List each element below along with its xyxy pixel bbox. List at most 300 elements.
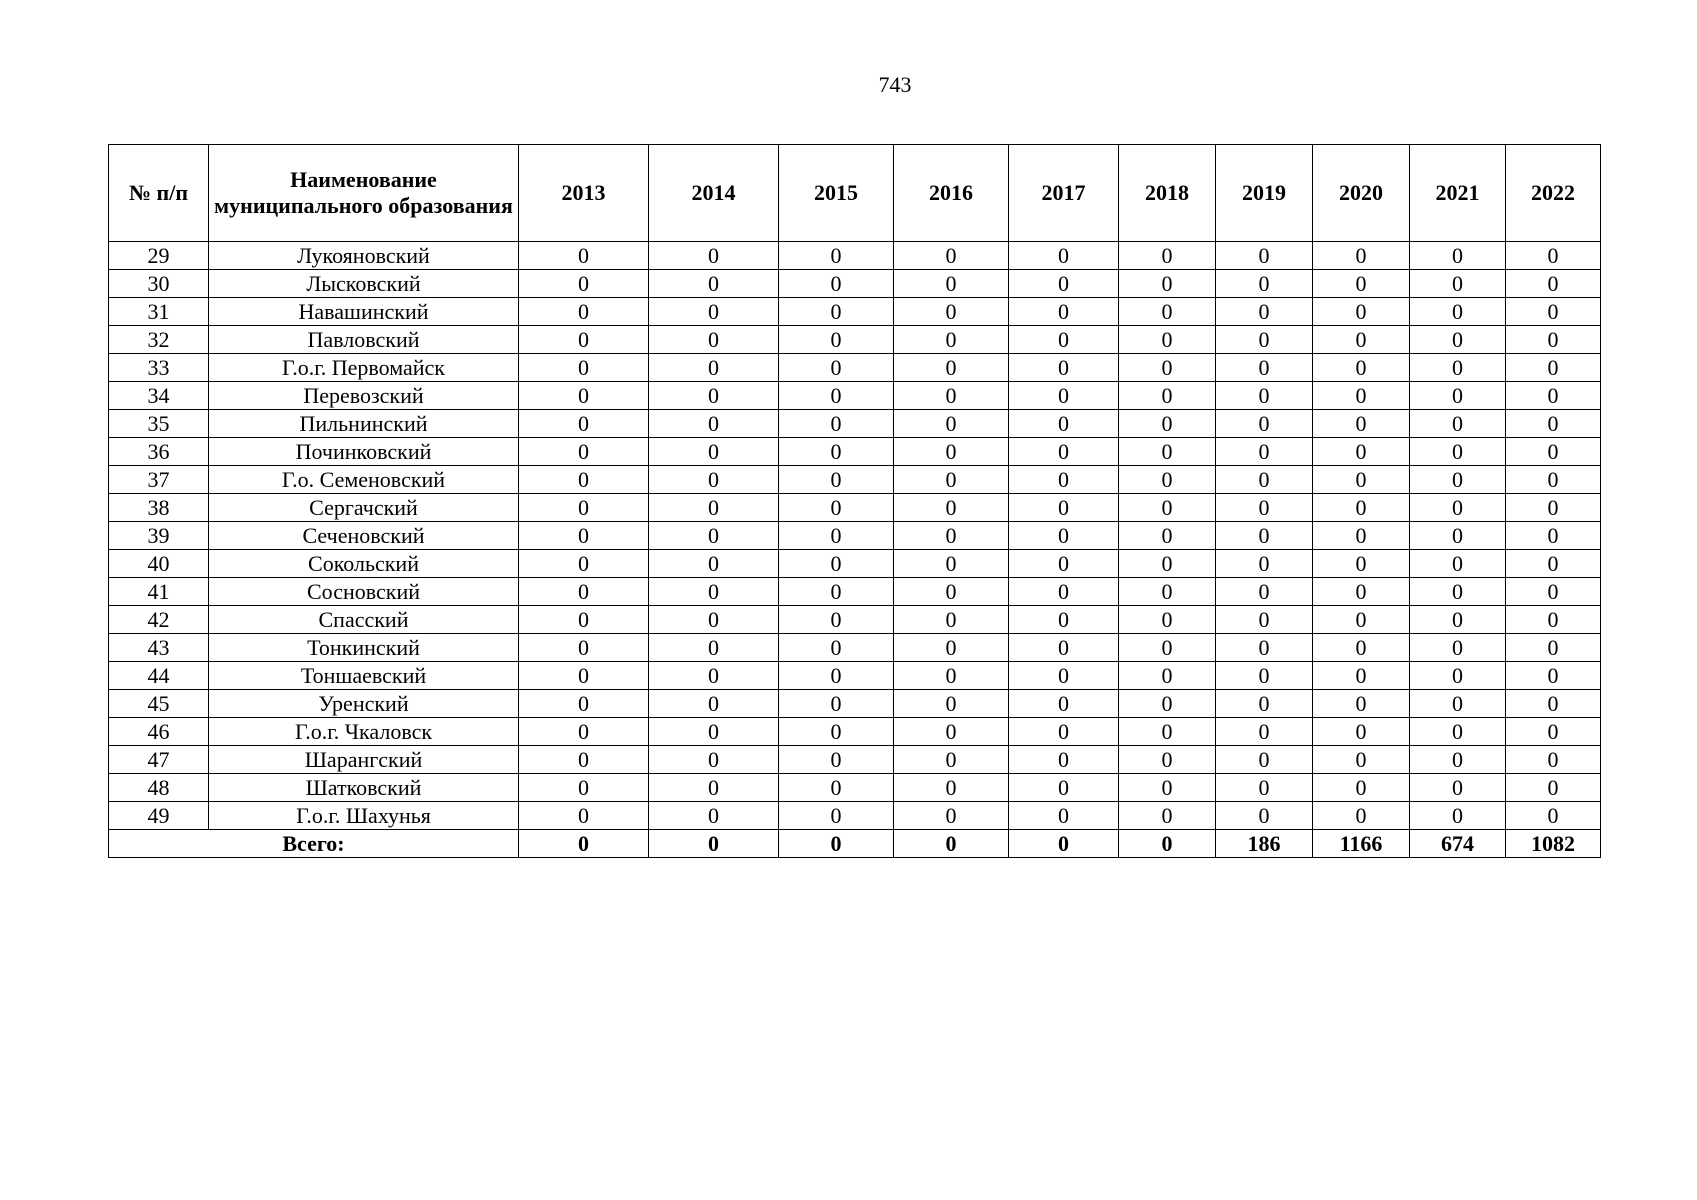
column-header: 2020 <box>1313 145 1410 242</box>
value-cell: 0 <box>1410 466 1506 494</box>
table-row <box>109 466 1601 494</box>
value-cell: 0 <box>1313 242 1410 270</box>
municipality-name-cell: Перевозский <box>209 382 519 410</box>
value-cell: 0 <box>894 298 1009 326</box>
municipality-name-cell: Пильнинский <box>209 410 519 438</box>
value-cell: 0 <box>1506 774 1601 802</box>
value-cell: 0 <box>894 382 1009 410</box>
row-number-cell: 33 <box>109 354 209 382</box>
value-cell: 0 <box>1313 550 1410 578</box>
value-cell: 0 <box>1506 690 1601 718</box>
value-cell: 0 <box>1216 634 1313 662</box>
column-header: 2015 <box>779 145 894 242</box>
value-cell: 0 <box>519 550 649 578</box>
value-cell: 0 <box>1216 578 1313 606</box>
row-number-cell: 47 <box>109 746 209 774</box>
table-header-row <box>109 145 1601 242</box>
value-cell: 0 <box>1313 606 1410 634</box>
value-cell: 0 <box>649 522 779 550</box>
table-row <box>109 410 1601 438</box>
table-row <box>109 354 1601 382</box>
municipality-name-cell: Г.о.г. Чкаловск <box>209 718 519 746</box>
value-cell: 0 <box>1506 662 1601 690</box>
row-number-cell: 42 <box>109 606 209 634</box>
value-cell: 0 <box>1119 802 1216 830</box>
value-cell: 0 <box>1410 410 1506 438</box>
column-header: 2014 <box>649 145 779 242</box>
value-cell: 0 <box>1119 382 1216 410</box>
table-row <box>109 774 1601 802</box>
value-cell: 0 <box>1506 326 1601 354</box>
value-cell: 0 <box>894 634 1009 662</box>
value-cell: 0 <box>1410 746 1506 774</box>
row-number-cell: 44 <box>109 662 209 690</box>
table-row <box>109 522 1601 550</box>
value-cell: 0 <box>649 466 779 494</box>
value-cell: 0 <box>1313 662 1410 690</box>
value-cell: 0 <box>1009 382 1119 410</box>
value-cell: 0 <box>1313 578 1410 606</box>
value-cell: 0 <box>1119 774 1216 802</box>
value-cell: 0 <box>1506 578 1601 606</box>
value-cell: 0 <box>1009 774 1119 802</box>
value-cell: 0 <box>1009 326 1119 354</box>
value-cell: 0 <box>1410 634 1506 662</box>
total-cell: 0 <box>519 830 649 858</box>
value-cell: 0 <box>1119 354 1216 382</box>
value-cell: 0 <box>894 774 1009 802</box>
value-cell: 0 <box>649 438 779 466</box>
value-cell: 0 <box>649 774 779 802</box>
municipality-name-cell: Г.о.г. Первомайск <box>209 354 519 382</box>
value-cell: 0 <box>894 802 1009 830</box>
value-cell: 0 <box>649 550 779 578</box>
value-cell: 0 <box>1216 410 1313 438</box>
value-cell: 0 <box>519 354 649 382</box>
value-cell: 0 <box>779 326 894 354</box>
value-cell: 0 <box>649 326 779 354</box>
value-cell: 0 <box>649 410 779 438</box>
value-cell: 0 <box>894 438 1009 466</box>
table-row <box>109 494 1601 522</box>
column-header: Наименование муниципального образования <box>209 145 519 242</box>
value-cell: 0 <box>1506 606 1601 634</box>
row-number-cell: 48 <box>109 774 209 802</box>
value-cell: 0 <box>649 354 779 382</box>
value-cell: 0 <box>1506 746 1601 774</box>
value-cell: 0 <box>1506 410 1601 438</box>
value-cell: 0 <box>1410 522 1506 550</box>
value-cell: 0 <box>1216 242 1313 270</box>
value-cell: 0 <box>779 522 894 550</box>
municipality-name-cell: Уренский <box>209 690 519 718</box>
value-cell: 0 <box>1119 242 1216 270</box>
value-cell: 0 <box>1009 298 1119 326</box>
total-cell: 0 <box>1009 830 1119 858</box>
value-cell: 0 <box>1313 746 1410 774</box>
value-cell: 0 <box>779 354 894 382</box>
column-header: 2022 <box>1506 145 1601 242</box>
value-cell: 0 <box>519 578 649 606</box>
value-cell: 0 <box>1119 270 1216 298</box>
value-cell: 0 <box>779 718 894 746</box>
value-cell: 0 <box>1119 718 1216 746</box>
value-cell: 0 <box>1119 494 1216 522</box>
value-cell: 0 <box>894 522 1009 550</box>
municipality-name-cell: Сергачский <box>209 494 519 522</box>
value-cell: 0 <box>779 606 894 634</box>
municipality-name-cell: Шатковский <box>209 774 519 802</box>
value-cell: 0 <box>779 494 894 522</box>
value-cell: 0 <box>519 774 649 802</box>
value-cell: 0 <box>1506 354 1601 382</box>
value-cell: 0 <box>1216 298 1313 326</box>
value-cell: 0 <box>779 662 894 690</box>
table-row <box>109 662 1601 690</box>
row-number-cell: 45 <box>109 690 209 718</box>
value-cell: 0 <box>1410 774 1506 802</box>
value-cell: 0 <box>1216 802 1313 830</box>
value-cell: 0 <box>779 578 894 606</box>
value-cell: 0 <box>1313 410 1410 438</box>
value-cell: 0 <box>894 718 1009 746</box>
value-cell: 0 <box>1009 438 1119 466</box>
table-row <box>109 578 1601 606</box>
value-cell: 0 <box>519 466 649 494</box>
municipality-name-cell: Тонкинский <box>209 634 519 662</box>
value-cell: 0 <box>1216 466 1313 494</box>
value-cell: 0 <box>649 494 779 522</box>
page-number: 743 <box>878 72 912 97</box>
value-cell: 0 <box>649 298 779 326</box>
value-cell: 0 <box>649 802 779 830</box>
value-cell: 0 <box>519 802 649 830</box>
value-cell: 0 <box>1216 494 1313 522</box>
value-cell: 0 <box>519 662 649 690</box>
column-header: 2018 <box>1119 145 1216 242</box>
value-cell: 0 <box>1313 382 1410 410</box>
value-cell: 0 <box>894 466 1009 494</box>
value-cell: 0 <box>1119 606 1216 634</box>
value-cell: 0 <box>1506 466 1601 494</box>
municipality-name-cell: Лысковский <box>209 270 519 298</box>
value-cell: 0 <box>1410 438 1506 466</box>
value-cell: 0 <box>1313 270 1410 298</box>
table-row <box>109 746 1601 774</box>
value-cell: 0 <box>1009 746 1119 774</box>
value-cell: 0 <box>519 746 649 774</box>
value-cell: 0 <box>1313 466 1410 494</box>
table-row <box>109 606 1601 634</box>
total-label: Всего: <box>109 830 519 858</box>
value-cell: 0 <box>1216 690 1313 718</box>
value-cell: 0 <box>1119 578 1216 606</box>
value-cell: 0 <box>1119 326 1216 354</box>
municipality-name-cell: Сеченовский <box>209 522 519 550</box>
column-header: 2017 <box>1009 145 1119 242</box>
value-cell: 0 <box>1216 270 1313 298</box>
value-cell: 0 <box>1119 550 1216 578</box>
table-row <box>109 242 1601 270</box>
value-cell: 0 <box>1410 578 1506 606</box>
row-number-cell: 46 <box>109 718 209 746</box>
value-cell: 0 <box>1216 354 1313 382</box>
row-number-cell: 37 <box>109 466 209 494</box>
value-cell: 0 <box>779 270 894 298</box>
value-cell: 0 <box>779 550 894 578</box>
value-cell: 0 <box>894 354 1009 382</box>
row-number-cell: 35 <box>109 410 209 438</box>
value-cell: 0 <box>649 578 779 606</box>
row-number-cell: 29 <box>109 242 209 270</box>
value-cell: 0 <box>779 690 894 718</box>
value-cell: 0 <box>1410 326 1506 354</box>
value-cell: 0 <box>1506 242 1601 270</box>
value-cell: 0 <box>894 242 1009 270</box>
value-cell: 0 <box>519 718 649 746</box>
value-cell: 0 <box>1313 690 1410 718</box>
value-cell: 0 <box>1009 578 1119 606</box>
row-number-cell: 38 <box>109 494 209 522</box>
value-cell: 0 <box>1313 354 1410 382</box>
value-cell: 0 <box>649 634 779 662</box>
value-cell: 0 <box>1216 438 1313 466</box>
value-cell: 0 <box>1410 242 1506 270</box>
value-cell: 0 <box>779 634 894 662</box>
value-cell: 0 <box>1119 662 1216 690</box>
value-cell: 0 <box>1506 270 1601 298</box>
value-cell: 0 <box>1216 550 1313 578</box>
value-cell: 0 <box>1410 606 1506 634</box>
value-cell: 0 <box>1216 382 1313 410</box>
column-header: № п/п <box>109 145 209 242</box>
value-cell: 0 <box>1313 522 1410 550</box>
municipality-name-cell: Починковский <box>209 438 519 466</box>
value-cell: 0 <box>1506 438 1601 466</box>
value-cell: 0 <box>1009 410 1119 438</box>
row-number-cell: 36 <box>109 438 209 466</box>
table-row <box>109 298 1601 326</box>
value-cell: 0 <box>519 634 649 662</box>
value-cell: 0 <box>1506 382 1601 410</box>
value-cell: 0 <box>649 382 779 410</box>
value-cell: 0 <box>1313 634 1410 662</box>
value-cell: 0 <box>894 326 1009 354</box>
value-cell: 0 <box>519 326 649 354</box>
table-row <box>109 382 1601 410</box>
value-cell: 0 <box>1506 522 1601 550</box>
value-cell: 0 <box>894 606 1009 634</box>
value-cell: 0 <box>1009 802 1119 830</box>
value-cell: 0 <box>1313 298 1410 326</box>
value-cell: 0 <box>779 802 894 830</box>
value-cell: 0 <box>519 298 649 326</box>
value-cell: 0 <box>519 606 649 634</box>
municipality-name-cell: Тоншаевский <box>209 662 519 690</box>
value-cell: 0 <box>1009 550 1119 578</box>
value-cell: 0 <box>1410 354 1506 382</box>
value-cell: 0 <box>1216 606 1313 634</box>
table-row <box>109 438 1601 466</box>
municipality-name-cell: Навашинский <box>209 298 519 326</box>
value-cell: 0 <box>519 410 649 438</box>
value-cell: 0 <box>519 270 649 298</box>
value-cell: 0 <box>894 690 1009 718</box>
value-cell: 0 <box>519 438 649 466</box>
total-cell: 186 <box>1216 830 1313 858</box>
table-row <box>109 718 1601 746</box>
row-number-cell: 43 <box>109 634 209 662</box>
value-cell: 0 <box>894 550 1009 578</box>
municipality-name-cell: Сокольский <box>209 550 519 578</box>
value-cell: 0 <box>519 382 649 410</box>
table-row <box>109 634 1601 662</box>
value-cell: 0 <box>779 746 894 774</box>
total-cell: 1082 <box>1506 830 1601 858</box>
value-cell: 0 <box>894 746 1009 774</box>
value-cell: 0 <box>1506 634 1601 662</box>
value-cell: 0 <box>894 662 1009 690</box>
value-cell: 0 <box>1119 746 1216 774</box>
value-cell: 0 <box>1410 690 1506 718</box>
municipality-name-cell: Г.о.г. Шахунья <box>209 802 519 830</box>
value-cell: 0 <box>894 270 1009 298</box>
column-header: 2016 <box>894 145 1009 242</box>
value-cell: 0 <box>649 746 779 774</box>
value-cell: 0 <box>779 298 894 326</box>
total-row <box>109 830 1601 858</box>
value-cell: 0 <box>1119 634 1216 662</box>
value-cell: 0 <box>1216 774 1313 802</box>
value-cell: 0 <box>1313 494 1410 522</box>
table-body <box>109 242 1601 830</box>
municipality-name-cell: Г.о. Семеновский <box>209 466 519 494</box>
row-number-cell: 39 <box>109 522 209 550</box>
value-cell: 0 <box>894 494 1009 522</box>
row-number-cell: 31 <box>109 298 209 326</box>
value-cell: 0 <box>1410 382 1506 410</box>
value-cell: 0 <box>1506 550 1601 578</box>
municipality-name-cell: Павловский <box>209 326 519 354</box>
value-cell: 0 <box>649 718 779 746</box>
value-cell: 0 <box>1410 494 1506 522</box>
row-number-cell: 41 <box>109 578 209 606</box>
value-cell: 0 <box>1009 690 1119 718</box>
value-cell: 0 <box>649 242 779 270</box>
value-cell: 0 <box>1410 662 1506 690</box>
row-number-cell: 49 <box>109 802 209 830</box>
municipality-name-cell: Лукояновский <box>209 242 519 270</box>
total-cell: 0 <box>1119 830 1216 858</box>
value-cell: 0 <box>1216 326 1313 354</box>
total-cell: 674 <box>1410 830 1506 858</box>
value-cell: 0 <box>1009 606 1119 634</box>
column-header: 2021 <box>1410 145 1506 242</box>
value-cell: 0 <box>1009 662 1119 690</box>
row-number-cell: 40 <box>109 550 209 578</box>
municipality-name-cell: Шарангский <box>209 746 519 774</box>
value-cell: 0 <box>1506 494 1601 522</box>
value-cell: 0 <box>1216 662 1313 690</box>
value-cell: 0 <box>1216 746 1313 774</box>
municipality-name-cell: Сосновский <box>209 578 519 606</box>
value-cell: 0 <box>1009 494 1119 522</box>
value-cell: 0 <box>649 662 779 690</box>
value-cell: 0 <box>1506 298 1601 326</box>
value-cell: 0 <box>649 606 779 634</box>
value-cell: 0 <box>1216 522 1313 550</box>
value-cell: 0 <box>1009 466 1119 494</box>
municipality-name-cell: Спасский <box>209 606 519 634</box>
table-row <box>109 802 1601 830</box>
value-cell: 0 <box>1313 802 1410 830</box>
value-cell: 0 <box>1313 774 1410 802</box>
row-number-cell: 32 <box>109 326 209 354</box>
column-header: 2013 <box>519 145 649 242</box>
value-cell: 0 <box>1410 802 1506 830</box>
value-cell: 0 <box>1119 438 1216 466</box>
total-cell: 0 <box>779 830 894 858</box>
data-table <box>108 144 1601 858</box>
total-cell: 0 <box>649 830 779 858</box>
table-row <box>109 690 1601 718</box>
total-cell: 1166 <box>1313 830 1410 858</box>
value-cell: 0 <box>1313 326 1410 354</box>
value-cell: 0 <box>1009 270 1119 298</box>
value-cell: 0 <box>1009 634 1119 662</box>
value-cell: 0 <box>779 438 894 466</box>
value-cell: 0 <box>1506 718 1601 746</box>
value-cell: 0 <box>779 774 894 802</box>
value-cell: 0 <box>1119 298 1216 326</box>
column-header: 2019 <box>1216 145 1313 242</box>
value-cell: 0 <box>1506 802 1601 830</box>
value-cell: 0 <box>1119 466 1216 494</box>
value-cell: 0 <box>1009 522 1119 550</box>
value-cell: 0 <box>894 410 1009 438</box>
value-cell: 0 <box>519 690 649 718</box>
value-cell: 0 <box>519 522 649 550</box>
value-cell: 0 <box>779 382 894 410</box>
value-cell: 0 <box>649 270 779 298</box>
value-cell: 0 <box>1313 438 1410 466</box>
value-cell: 0 <box>519 242 649 270</box>
value-cell: 0 <box>1216 718 1313 746</box>
value-cell: 0 <box>779 242 894 270</box>
table-row <box>109 550 1601 578</box>
value-cell: 0 <box>779 466 894 494</box>
table-row <box>109 326 1601 354</box>
value-cell: 0 <box>1410 270 1506 298</box>
value-cell: 0 <box>519 494 649 522</box>
total-cell: 0 <box>894 830 1009 858</box>
value-cell: 0 <box>1119 410 1216 438</box>
value-cell: 0 <box>894 578 1009 606</box>
value-cell: 0 <box>1009 354 1119 382</box>
row-number-cell: 30 <box>109 270 209 298</box>
value-cell: 0 <box>1410 298 1506 326</box>
value-cell: 0 <box>1313 718 1410 746</box>
table-row <box>109 270 1601 298</box>
value-cell: 0 <box>649 690 779 718</box>
value-cell: 0 <box>1410 718 1506 746</box>
value-cell: 0 <box>1119 690 1216 718</box>
value-cell: 0 <box>1119 522 1216 550</box>
value-cell: 0 <box>779 410 894 438</box>
value-cell: 0 <box>1009 718 1119 746</box>
row-number-cell: 34 <box>109 382 209 410</box>
value-cell: 0 <box>1009 242 1119 270</box>
